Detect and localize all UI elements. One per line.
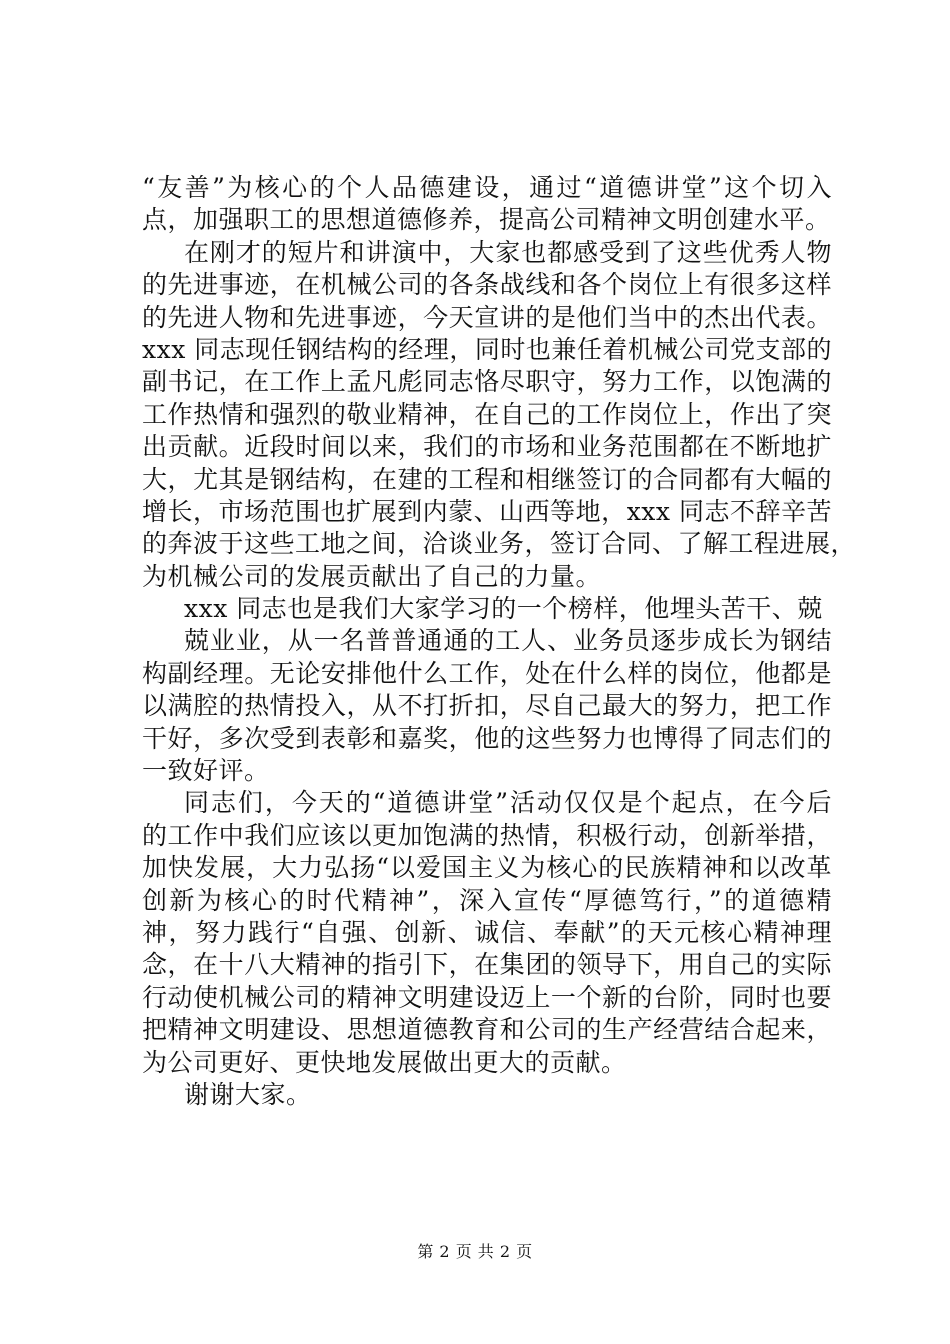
text-line: 以满腔的热情投入，从不打折扣，尽自己最大的努力，把工作 [142, 691, 832, 721]
text-line: 神，努力践行“自强、创新、诚信、奉献”的天元核心精神理 [142, 917, 832, 947]
text-line: 工作热情和强烈的敬业精神，在自己的工作岗位上，作出了突 [142, 399, 832, 429]
text-line: 行动使机械公司的精神文明建设迈上一个新的台阶，同时也要 [142, 982, 832, 1012]
text-line: 加快发展，大力弘扬“以爱国主义为核心的民族精神和以改革 [142, 853, 832, 883]
text-line: 为公司更好、更快地发展做出更大的贡献。 [142, 1047, 627, 1077]
text-line: 念，在十八大精神的指引下，在集团的领导下，用自己的实际 [142, 950, 832, 980]
document-body [142, 172, 857, 1111]
text-line: 点，加强职工的思想道德修养，提高公司精神文明创建水平。 [142, 205, 831, 235]
text-line: 构副经理。无论安排他什么工作，处在什么样的岗位，他都是 [142, 658, 832, 688]
text-line: 大，尤其是钢结构，在建的工程和相继签订的合同都有大幅的 [142, 464, 832, 494]
text-line: 在刚才的短片和讲演中，大家也都感受到了这些优秀人物 [184, 237, 832, 267]
text-line: xxx 同志也是我们大家学习的一个榜样，他埋头苦干、兢 [184, 594, 823, 624]
text-line: 的先进人物和先进事迹，今天宣讲的是他们当中的杰出代表。 [142, 302, 832, 332]
text-line: 兢业业，从一名普普通通的工人、业务员逐步成长为钢结 [184, 626, 832, 656]
page-footer: 第 2 页 共 2 页 [417, 1242, 533, 1261]
text-line: 把精神文明建设、思想道德教育和公司的生产经营结合起来， [142, 1015, 832, 1045]
text-line: 的工作中我们应该以更加饱满的热情，积极行动，创新举措， [142, 820, 832, 850]
text-line: 谢谢大家。 [184, 1079, 312, 1109]
text-line: 的先进事迹，在机械公司的各条战线和各个岗位上有很多这样 [142, 270, 832, 300]
text-line: 的奔波于这些工地之间，洽谈业务，签订合同、了解工程进展， [142, 529, 857, 559]
text-line: 增长，市场范围也扩展到内蒙、山西等地，xxx 同志不辞辛苦 [142, 496, 832, 526]
text-line: 为机械公司的发展贡献出了自己的力量。 [142, 561, 602, 591]
text-line: 干好，多次受到表彰和嘉奖，他的这些努力也博得了同志们的 [142, 723, 832, 753]
text-line: 出贡献。近段时间以来，我们的市场和业务范围都在不断地扩 [142, 432, 832, 462]
text-line: “友善”为核心的个人品德建设，通过“道德讲堂”这个切入 [142, 173, 832, 202]
text-line: 一致好评。 [142, 756, 270, 786]
text-line: 创新为核心的时代精神”，深入宣传“厚德笃行，”的道德精 [142, 885, 832, 915]
text-line: 同志们，今天的“道德讲堂”活动仅仅是个起点，在今后 [184, 788, 832, 818]
text-line: 副书记，在工作上孟凡彪同志恪尽职守，努力工作，以饱满的 [142, 367, 832, 397]
text-line: xxx 同志现任钢结构的经理，同时也兼任着机械公司党支部的 [142, 334, 832, 364]
